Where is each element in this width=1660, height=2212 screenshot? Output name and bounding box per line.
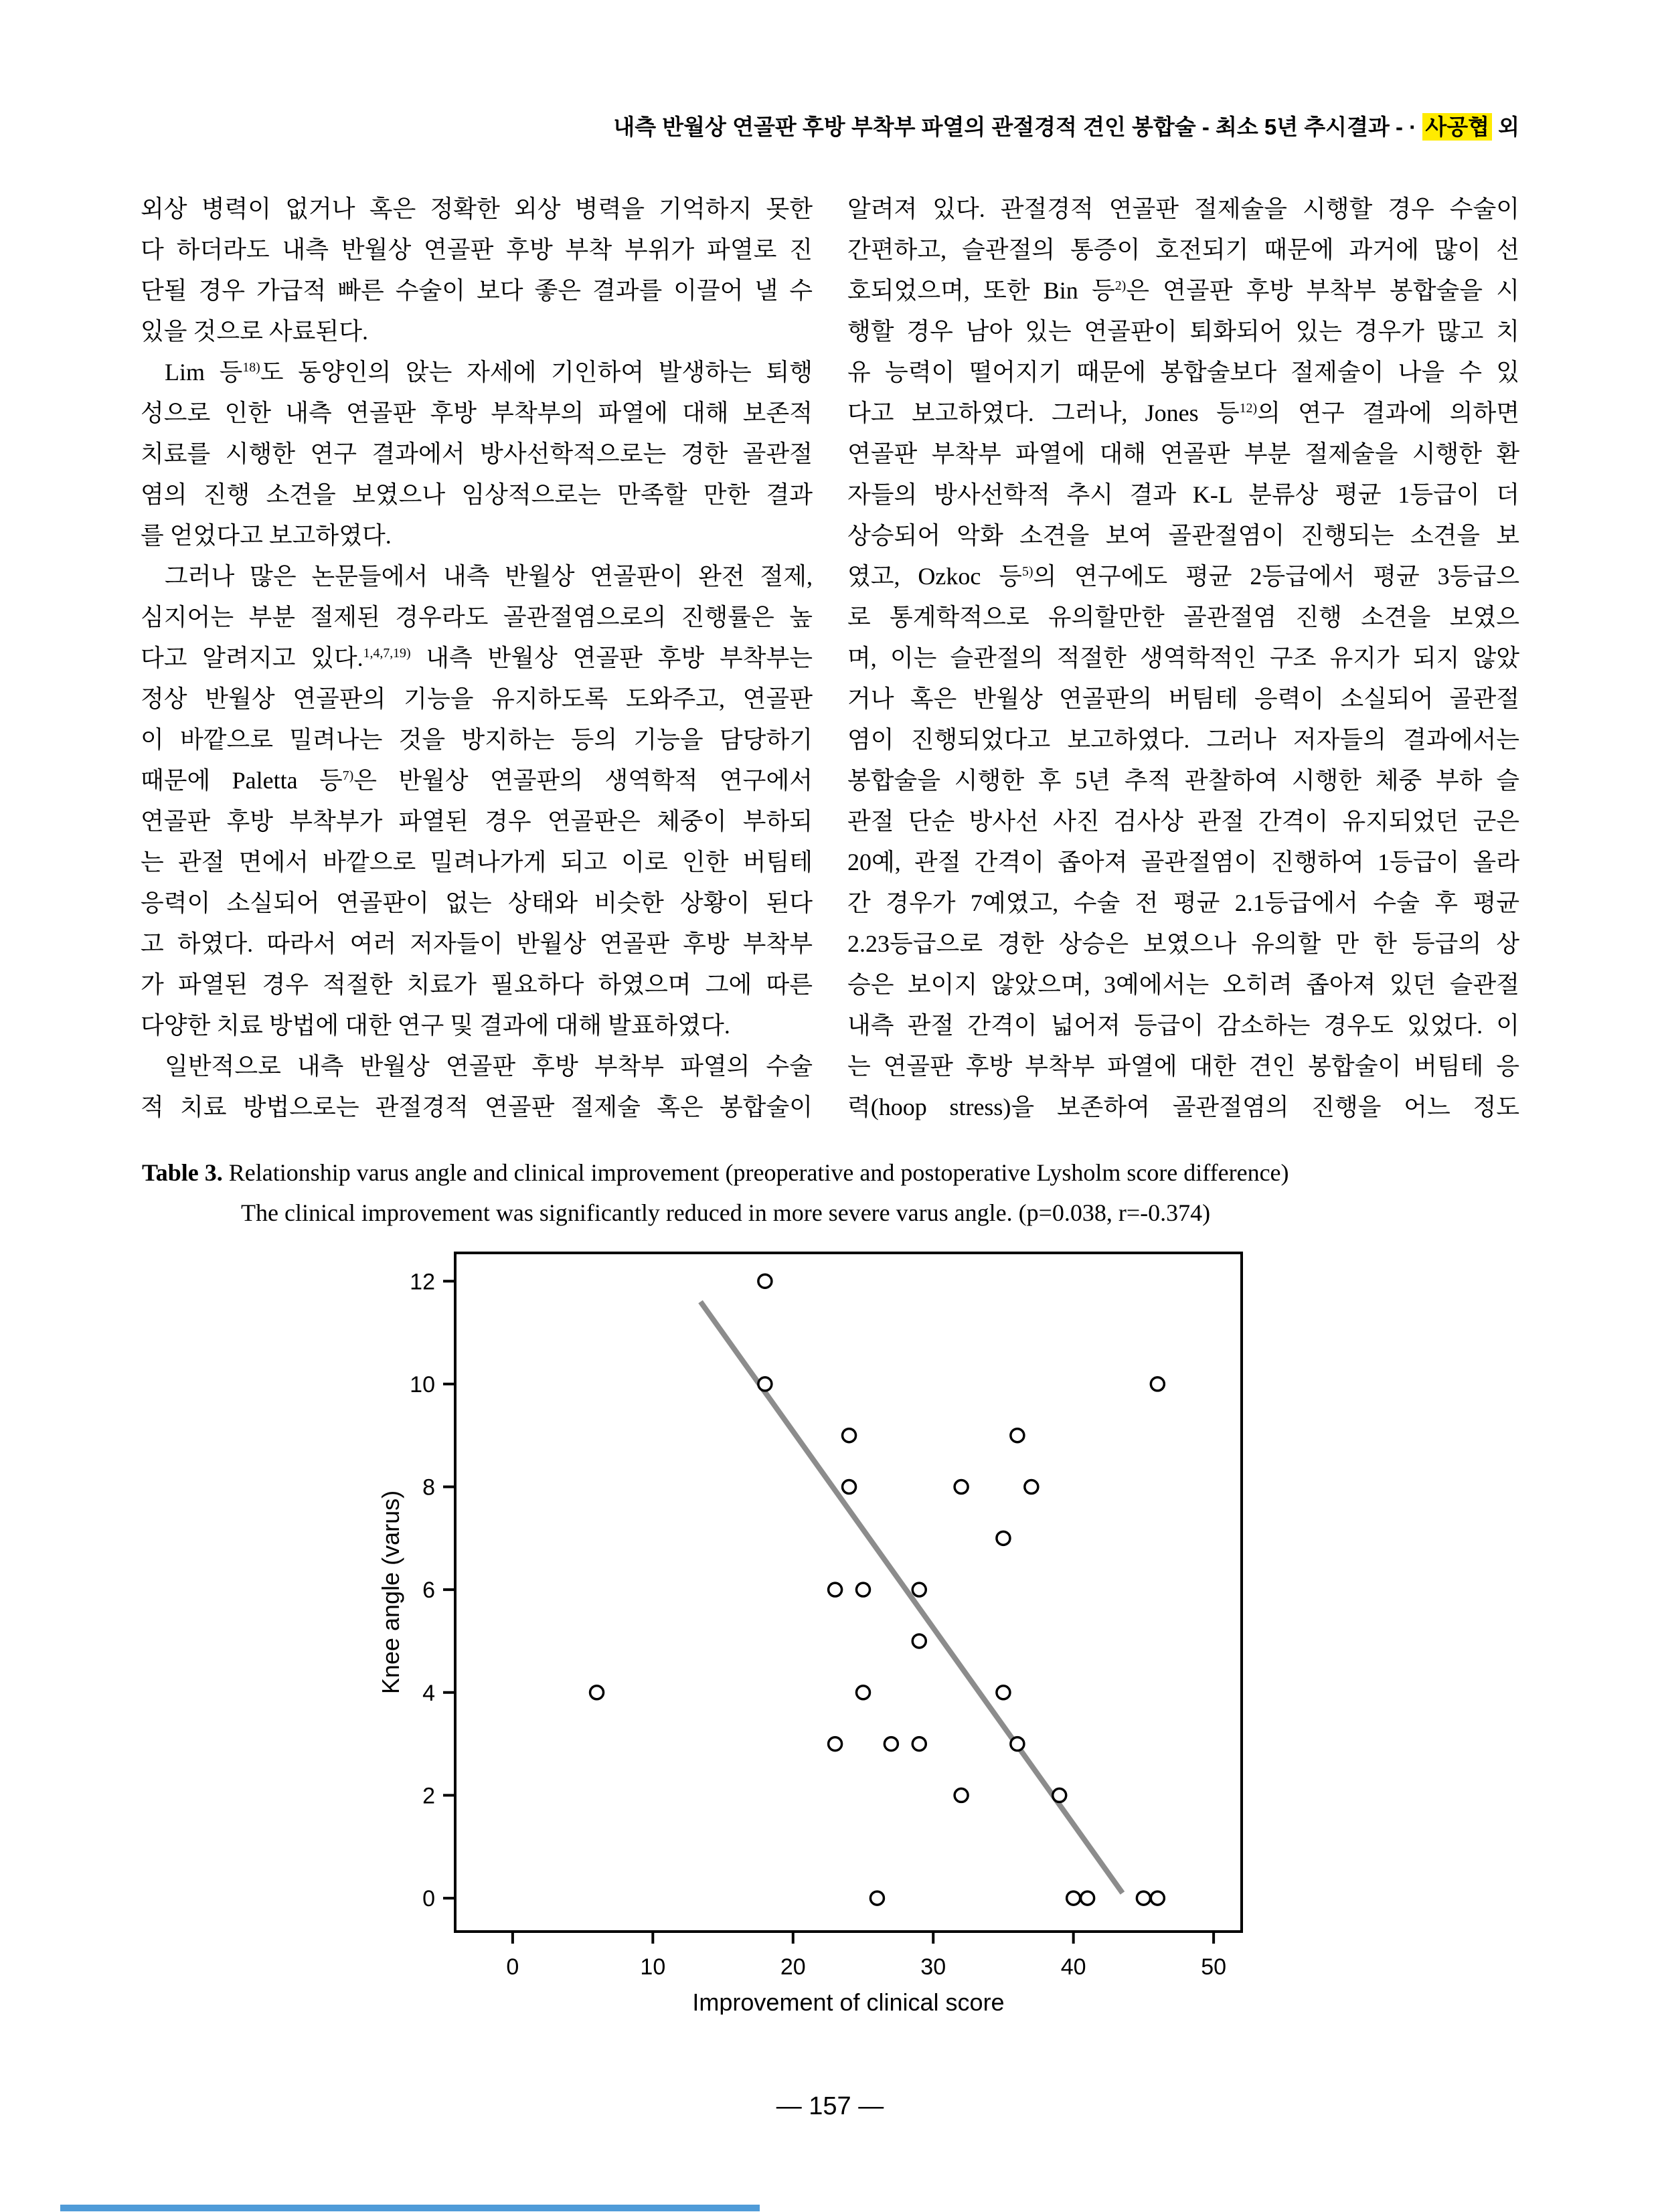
data-point [1081,1891,1094,1905]
y-tick-label: 0 [422,1886,435,1912]
data-point [758,1274,772,1288]
text-line: 때문에 Paletta 등$^{7)}$은 반월상 연골판의 생역학적 연구에서 [141,767,813,794]
text-column-left [141,189,813,1128]
x-tick-label: 10 [640,1954,666,1980]
text-line: 거나 혹은 반월상 연골판의 버팀테 응력이 소실되어 골관절 [847,685,1519,712]
data-point [1011,1429,1024,1442]
text-line: 치료를 시행한 연구 결과에서 방사선학적으로는 경한 골관절 [141,440,813,467]
text-line: 연골판 후방 부착부가 파열된 경우 연골판은 체중이 부하되 [141,808,813,835]
text-line: 를 얻었다고 보고하였다. [141,522,392,549]
data-point [829,1583,842,1596]
text-line: 단될 경우 가급적 빠른 수술이 보다 좋은 결과를 이끌어 낼 수 [141,277,813,304]
text-line: 호되었으며, 또한 Bin 등$^{2)}$은 연골판 후방 부착부 봉합술을 시 [847,277,1519,304]
data-point [954,1788,968,1802]
plot-frame [455,1253,1242,1932]
text-line: 응력이 소실되어 연골판이 없는 상태와 비슷한 상황이 된다 [141,889,813,916]
x-tick-label: 0 [506,1954,519,1980]
running-head-suffix: 외 [1491,114,1519,139]
footer-accent-bar [60,2205,760,2211]
table-caption-text: Relationship varus angle and clinical improvement (preoperative and postoperative Lysholm score difference) [222,1159,1289,1186]
text-line: 알려져 있다. 관절경적 연골판 절제술을 시행할 경우 수술이 [847,195,1519,222]
text-line: 다고 알려지고 있다.$^{1,4,7,19)}$ 내측 반월상 연골판 후방 부착부는 [141,645,813,671]
text-line: Lim 등$^{18)}$도 동양인의 앉는 자세에 기인하여 발생하는 퇴행 [165,359,813,386]
y-axis-title: Knee angle (varus) [377,1490,404,1695]
text-line: 자들의 방사선학적 추시 결과 K-L 분류상 평균 1등급이 더 [847,481,1519,508]
data-point [829,1737,842,1751]
text-line: 염의 진행 소견을 보였으나 임상적으로는 만족할 만한 결과 [141,481,813,508]
x-axis-title: Improvement of clinical score [692,1988,1005,2015]
page-number: — 157 — [776,2092,884,2120]
text-line: 가 파열된 경우 적절한 치료가 필요하다 하였으며 그에 따른 [141,971,813,998]
data-point [1067,1891,1080,1905]
data-point [758,1377,772,1391]
text-line: 관절 단순 방사선 사진 검사상 관절 간격이 유지되었던 군은 [847,808,1519,835]
text-line: 행할 경우 남아 있는 연골판이 퇴화되어 있는 경우가 많고 치 [847,318,1519,345]
y-tick-label: 10 [410,1371,435,1397]
data-point [954,1480,968,1494]
data-point [884,1737,898,1751]
body-columns [141,189,1519,1128]
text-line: 연골판 부착부 파열에 대해 연골판 부분 절제술을 시행한 환 [847,440,1519,467]
text-line: 내측 관절 간격이 넓어져 등급이 감소하는 경우도 있었다. 이 [847,1012,1519,1039]
data-point [843,1429,856,1442]
x-tick-label: 30 [920,1954,946,1980]
text-line: 적 치료 방법으로는 관절경적 연골판 절제술 혹은 봉합술이 [141,1094,813,1120]
text-line: 정상 반월상 연골판의 기능을 유지하도록 도와주고, 연골판 [141,685,813,712]
text-line: 유 능력이 떨어지기 때문에 봉합술보다 절제술이 나을 수 있 [847,359,1519,386]
text-line: 있을 것으로 사료된다. [141,318,368,345]
text-line: 그러나 많은 논문들에서 내측 반월상 연골판이 완전 절제, [165,563,813,590]
text-line: 는 관절 면에서 바깥으로 밀려나가게 되고 이로 인한 버팀테 [141,849,813,875]
text-line: 20예, 관절 간격이 좁아져 골관절염이 진행하여 1등급이 올라 [847,849,1519,875]
text-line: 간편하고, 슬관절의 통증이 호전되기 때문에 과거에 많이 선 [847,236,1519,263]
data-point [912,1583,926,1596]
text-line: 심지어는 부분 절제된 경우라도 골관절염으로의 진행률은 높 [141,604,813,630]
data-point [912,1737,926,1751]
author-highlight: 사공협 [1422,113,1492,141]
data-point [856,1583,869,1596]
table-caption-label: Table 3. [142,1159,223,1186]
data-point [856,1686,869,1699]
data-point [870,1891,884,1905]
data-point [1151,1377,1164,1391]
data-point [912,1634,926,1648]
data-point [590,1686,604,1699]
data-point [1053,1788,1066,1802]
text-line: 이 바깥으로 밀려나는 것을 방지하는 등의 기능을 담당하기 [141,726,813,753]
table-caption-line2: The clinical improvement was significantly reduced in more severe varus angle. (p=0.038, r=-0.374) [241,1199,1211,1226]
x-tick-label: 50 [1201,1954,1227,1980]
y-tick-label: 6 [422,1578,435,1604]
text-line: 로 통계학적으로 유의할만한 골관절염 진행 소견을 보였으 [847,604,1519,630]
text-line: 외상 병력이 없거나 혹은 정확한 외상 병력을 기억하지 못한 [141,195,813,222]
text-line: 염이 진행되었다고 보고하였다. 그러나 저자들의 결과에서는 [847,726,1519,753]
text-line: 력(hoop stress)을 보존하여 골관절염의 진행을 어느 정도 [847,1094,1519,1120]
data-point [843,1480,856,1494]
table-caption-line1 [142,1153,1534,1193]
text-line: 성으로 인한 내측 연골판 후방 부착부의 파열에 대해 보존적 [141,400,813,426]
running-head [141,112,1519,142]
text-line: 다고 보고하였다. 그러나, Jones 등$^{12)}$의 연구 결과에 의하면 [847,400,1519,426]
text-column-right [847,189,1519,1128]
x-tick-label: 20 [780,1954,806,1980]
text-line: 승은 보이지 않았으며, 3예에서는 오히려 좁아져 있던 슬관절 [847,971,1519,998]
text-line: 간 경우가 7예였고, 수술 전 평균 2.1등급에서 수술 후 평균 [847,889,1519,916]
text-line: 다양한 치료 방법에 대한 연구 및 결과에 대해 발표하였다. [141,1012,730,1039]
x-tick-label: 40 [1060,1954,1086,1980]
text-line: 일반적으로 내측 반월상 연골판 후방 부착부 파열의 수술 [165,1053,813,1080]
y-tick-label: 4 [422,1680,435,1706]
data-point [1011,1737,1024,1751]
text-line: 2.23등급으로 경한 상승은 보였으나 유의할 만 한 등급의 상 [847,930,1519,957]
y-tick-label: 8 [422,1474,435,1501]
data-point [997,1531,1010,1545]
y-tick-label: 12 [410,1269,435,1295]
text-line: 봉합술을 시행한 후 5년 추적 관찰하여 시행한 체중 부하 슬 [847,767,1519,794]
data-point [997,1686,1010,1699]
running-head-title: 내측 반월상 연골판 후방 부착부 파열의 관절경적 견인 봉합술 - 최소 5년 추시결과 - · [613,114,1417,139]
y-tick-label: 2 [422,1783,435,1809]
text-line: 는 연골판 후방 부착부 파열에 대한 견인 봉합술이 버팀테 응 [847,1053,1519,1080]
text-line: 였고, Ozkoc 등$^{5)}$의 연구에도 평균 2등급에서 평균 3등급으 [847,563,1519,590]
data-point [1025,1480,1038,1494]
text-line: 다 하더라도 내측 반월상 연골판 후방 부착 부위가 파열로 진 [141,236,813,263]
text-line: 상승되어 악화 소견을 보여 골관절염이 진행되는 소견을 보 [847,522,1519,549]
text-line: 며, 이는 슬관절의 적절한 생역학적인 구조 유지가 되지 않았 [847,645,1519,671]
text-line: 고 하였다. 따라서 여러 저자들이 반월상 연골판 후방 부착부 [141,930,813,957]
figure [361,1238,1272,2015]
table-caption [142,1153,1534,1233]
data-point [1151,1891,1164,1905]
data-point [1137,1891,1150,1905]
scatter-chart [361,1238,1272,2015]
